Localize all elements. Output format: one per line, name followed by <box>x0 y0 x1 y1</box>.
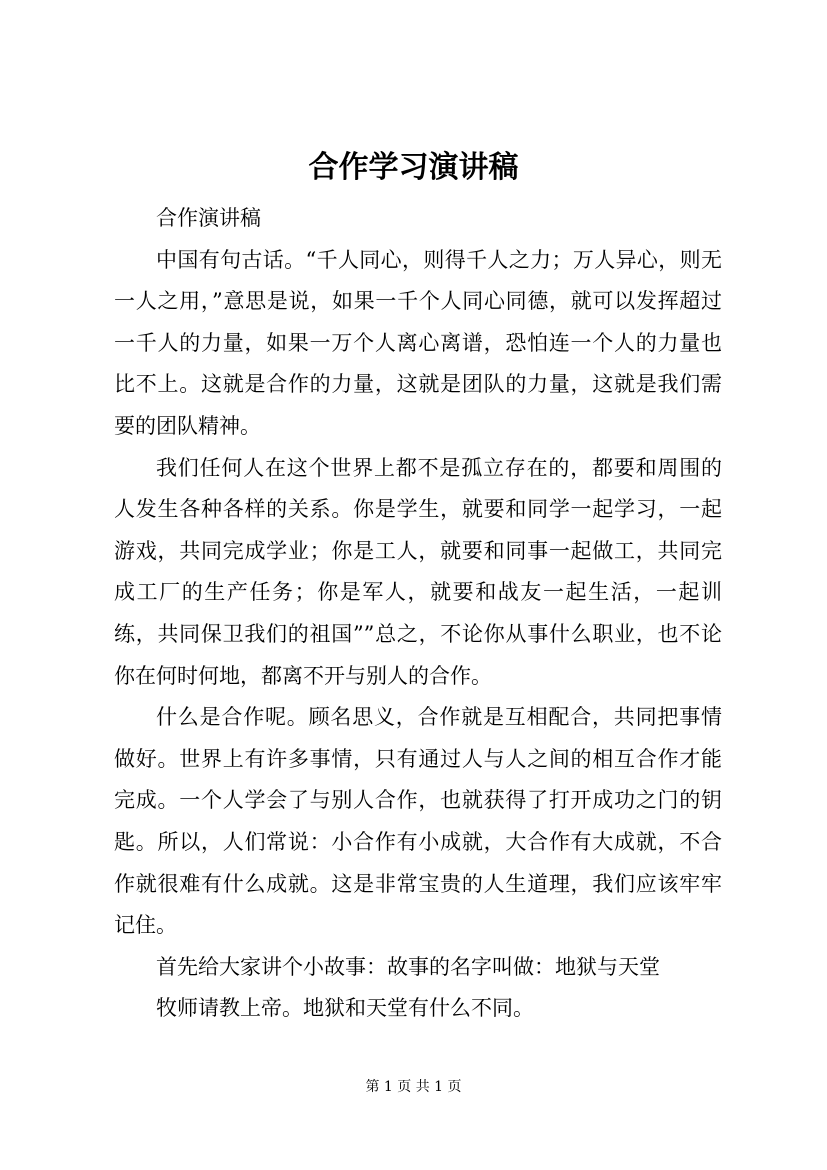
paragraph: 我们任何人在这个世界上都不是孤立存在的，都要和周围的人发生各种各样的关系。你是学生，就要和同学一起学习，一起游戏，共同完成学业；你是工人，就要和同事一起做工，共同完成工厂的生产任务；你是军人，就要和战友一起生活，一起训练，共同保卫我们的祖国””总之，不论你从事什么职业，也不论你在何时何地，都离不开与别人的合作。 <box>114 455 722 688</box>
paragraph: 中国有句古话。“千人同心，则得千人之力；万人异心，则无一人之用，”意思是说，如果一千个人同心同德，就可以发挥超过一千人的力量，如果一万个人离心离谱，恐怕连一个人的力量也比不上。这就是合作的力量，这就是团队的力量，这就是我们需要的团队精神。 <box>114 247 722 438</box>
page-footer: 第 1 页 共 1 页 <box>365 1079 462 1095</box>
paragraph-subtitle: 合作演讲稿 <box>156 206 261 230</box>
document-title: 合作学习演讲稿 <box>308 150 519 185</box>
document-body <box>114 198 722 1030</box>
paragraph: 什么是合作呢。顾名思义，合作就是互相配合，共同把事情做好。世界上有许多事情，只有通过人与人之间的相互合作才能完成。一个人学会了与别人合作，也就获得了打开成功之门的钥匙。所以，人们常说：小合作有小成就，大合作有大成就，不合作就很难有什么成就。这是非常宝贵的人生道理，我们应该牢牢记住。 <box>114 705 722 938</box>
paragraph: 首先给大家讲个小故事：故事的名字叫做：地狱与天堂 <box>156 954 660 979</box>
paragraph: 牧师请教上帝。地狱和天堂有什么不同。 <box>156 996 534 1021</box>
